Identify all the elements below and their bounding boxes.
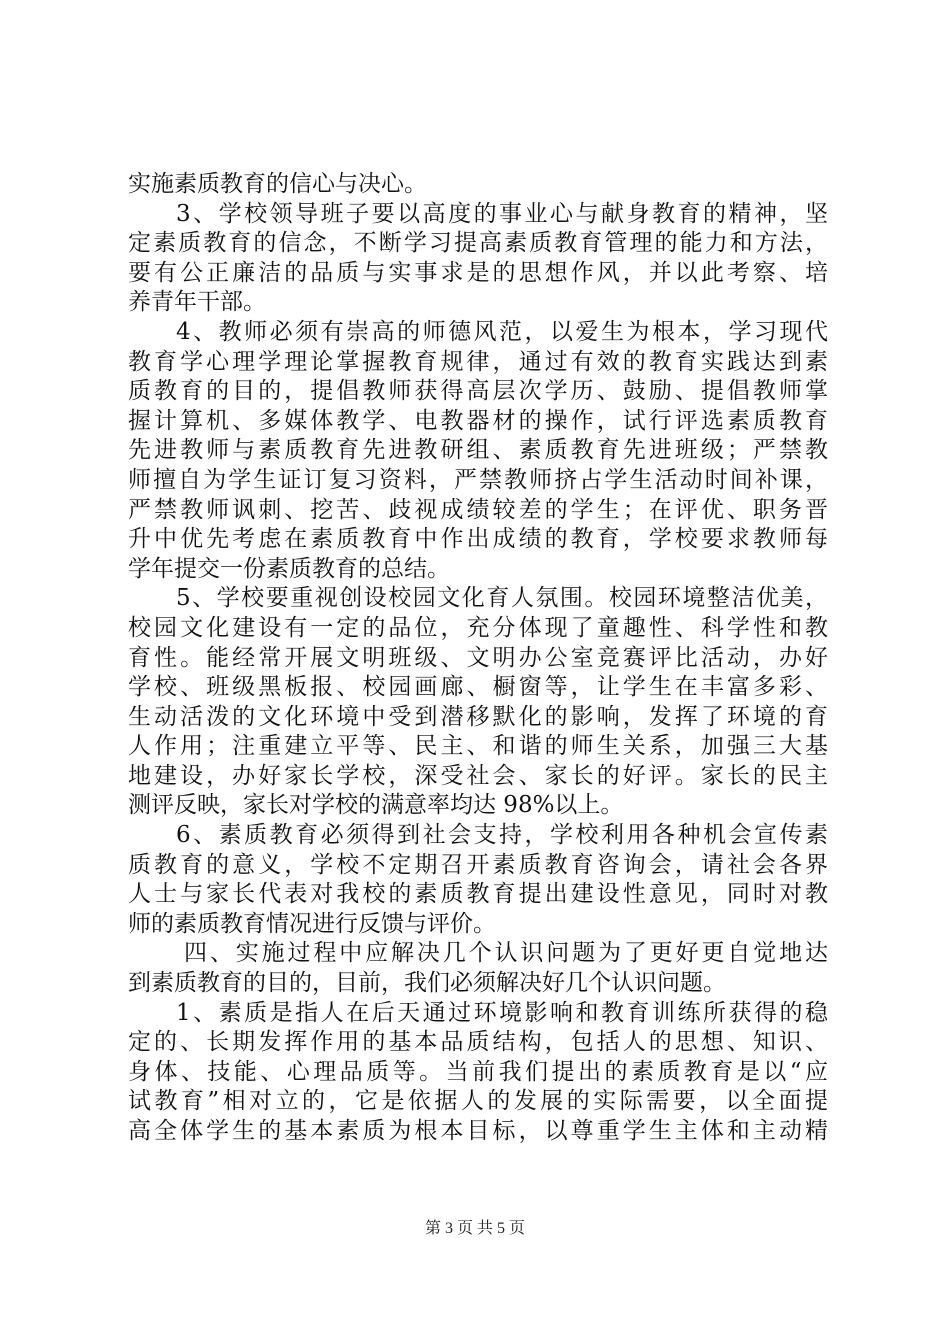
text-line: 1、素质是指人在后天通过环境影响和教育训练所获得的稳 (176, 999, 828, 1026)
text-line: 质教育的意义，学校不定期召开素质教育咨询会，请社会各界 (128, 851, 828, 878)
page-number-label: 第 3 页 共 5 页 (424, 1220, 525, 1237)
text-line: 6、素质教育必须得到社会支持，学校利用各种机会宣传素 (176, 822, 828, 849)
paragraph-para-5 (128, 584, 828, 821)
text-line: 高全体学生的基本素质为根本目标，以尊重学生主体和主动精 (128, 1118, 828, 1144)
text-line: 握计算机、多媒体教学、电教器材的操作，试行评选素质教育 (128, 407, 828, 434)
text-line: 养青年干部。 (128, 289, 266, 316)
text-line: 质教育的目的，提倡教师获得高层次学历、鼓励、提倡教师掌 (128, 378, 828, 405)
text-line: 身体、技能、心理品质等。当前我们提出的素质教育是以“应 (128, 1058, 828, 1085)
text-line: 人作用；注重建立平等、民主、和谐的师生关系，加强三大基 (128, 733, 828, 760)
paragraph-para-6 (128, 821, 828, 939)
page-footer (0, 1215, 950, 1238)
text-line: 先进教师与素质教育先进教研组、素质教育先进班级；严禁教 (128, 437, 828, 464)
text-line: 升中优先考虑在素质教育中作出成绩的教育，学校要求教师每 (128, 526, 828, 553)
text-line: 学年提交一份素质教育的总结。 (128, 555, 450, 582)
text-line: 测评反映，家长对学校的满意率均达 98%以上。 (128, 792, 624, 819)
paragraph-para-4 (128, 318, 828, 584)
paragraph-para-s4-1 (128, 999, 828, 1147)
text-line: 3、学校领导班子要以高度的事业心与献身教育的精神，坚 (176, 200, 828, 227)
text-line: 校园文化建设有一定的品位，充分体现了童趣性、科学性和教 (128, 614, 828, 641)
text-line: 师擅自为学生证订复习资料，严禁教师挤占学生活动时间补课， (128, 466, 828, 493)
text-line: 地建设，办好家长学校，深受社会、家长的好评。家长的民主 (128, 762, 828, 789)
text-line: 4、教师必须有崇高的师德风范，以爱生为根本，学习现代 (176, 318, 828, 345)
text-line: 试教育”相对立的，它是依据人的发展的实际需要，以全面提 (128, 1088, 828, 1115)
text-line: 实施素质教育的信心与决心。 (128, 171, 427, 197)
document-body (128, 170, 828, 1147)
text-line: 师的素质教育情况进行反馈与评价。 (128, 910, 496, 937)
text-line: 要有公正廉洁的品质与实事求是的思想作风，并以此考察、培 (128, 259, 828, 286)
paragraph-para-section-4 (128, 939, 828, 998)
paragraph-para-intro-tail (128, 170, 828, 200)
text-line: 定的、长期发挥作用的基本品质结构，包括人的思想、知识、 (128, 1029, 828, 1056)
text-line: 生动活泼的文化环境中受到潜移默化的影响，发挥了环境的育 (128, 703, 828, 730)
text-line: 严禁教师讽刺、挖苦、歧视成绩较差的学生；在评优、职务晋 (128, 496, 828, 523)
text-line: 5、学校要重视创设校园文化育人氛围。校园环境整洁优美， (176, 585, 828, 612)
text-line: 人士与家长代表对我校的素质教育提出建设性意见，同时对教 (128, 881, 828, 908)
text-line: 教育学心理学理论掌握教育规律，通过有效的教育实践达到素 (128, 348, 828, 375)
paragraph-para-3 (128, 200, 828, 318)
text-line: 定素质教育的信念，不断学习提高素质教育管理的能力和方法， (128, 230, 828, 257)
text-line: 四、实施过程中应解决几个认识问题为了更好更自觉地达 (184, 940, 828, 967)
text-line: 到素质教育的目的，目前，我们必须解决好几个认识问题。 (128, 970, 726, 997)
text-line: 学校、班级黑板报、校园画廊、橱窗等，让学生在丰富多彩、 (128, 674, 828, 701)
text-line: 育性。能经常开展文明班级、文明办公室竞赛评比活动，办好 (128, 644, 828, 671)
